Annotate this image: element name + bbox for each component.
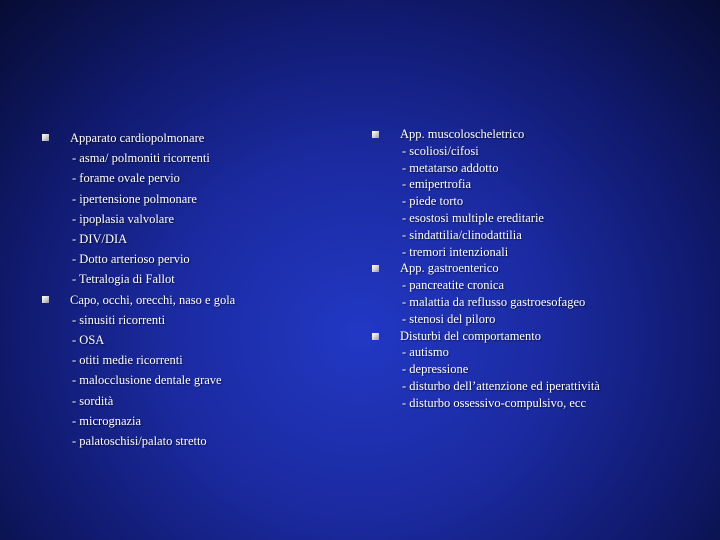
list-item: - ipoplasia valvolare xyxy=(72,211,175,226)
bullet-group xyxy=(368,126,698,260)
list-item: - OSA xyxy=(72,333,105,348)
list-item: - stenosi del piloro xyxy=(402,311,496,326)
list-item: - pancreatite cronica xyxy=(402,278,505,293)
bullet-group xyxy=(368,328,698,412)
list-item: - palatoschisi/palato stretto xyxy=(72,434,207,449)
list-item: - autismo xyxy=(402,345,449,360)
list-item: - otiti medie ricorrenti xyxy=(72,353,183,368)
square-bullet-icon xyxy=(372,131,379,138)
list-item: - esostosi multiple ereditarie xyxy=(402,210,544,225)
square-bullet-icon xyxy=(42,296,49,303)
list-item: - Tetralogia di Fallot xyxy=(72,272,175,287)
list-item: - tremori intenzionali xyxy=(402,244,509,259)
list-item: - disturbo ossessivo-compulsivo, ecc xyxy=(402,395,587,410)
list-item: - metatarso addotto xyxy=(402,160,499,175)
list-item: - Dotto arterioso pervio xyxy=(72,252,190,267)
list-item: - depressione xyxy=(402,362,469,377)
square-bullet-icon xyxy=(372,333,379,340)
left-column xyxy=(38,128,338,451)
list-item: - scoliosi/cifosi xyxy=(402,143,479,158)
group-heading: App. muscoloscheletrico xyxy=(400,127,525,141)
list-item: - disturbo dell’attenzione ed iperattività xyxy=(402,378,600,393)
list-item: - piede torto xyxy=(402,194,464,209)
list-item: - micrognazia xyxy=(72,413,142,428)
list-item: - emipertrofia xyxy=(402,177,472,192)
list-item: - malocclusione dentale grave xyxy=(72,373,222,388)
group-heading: Apparato cardiopolmonare xyxy=(70,131,205,145)
square-bullet-icon xyxy=(42,134,49,141)
group-heading: App. gastroenterico xyxy=(400,261,499,276)
list-item: - forame ovale pervio xyxy=(72,171,180,186)
list-item: - DIV/DIA xyxy=(72,232,128,247)
right-column xyxy=(368,126,698,412)
group-heading: Capo, occhi, orecchi, naso e gola xyxy=(70,292,236,307)
list-item: - malattia da reflusso gastroesofageo xyxy=(402,294,586,309)
bullet-group xyxy=(368,260,698,327)
square-bullet-icon xyxy=(372,265,379,272)
bullet-group xyxy=(38,290,338,452)
bullet-group xyxy=(38,128,338,290)
group-heading: Disturbi del comportamento xyxy=(400,328,541,343)
list-item: - ipertensione polmonare xyxy=(72,191,197,206)
list-item: - asma/ polmoniti ricorrenti xyxy=(72,151,210,166)
list-item: - sinusiti ricorrenti xyxy=(72,312,166,327)
list-item: - sindattilia/clinodattilia xyxy=(402,227,522,242)
list-item: - sordità xyxy=(72,393,114,408)
